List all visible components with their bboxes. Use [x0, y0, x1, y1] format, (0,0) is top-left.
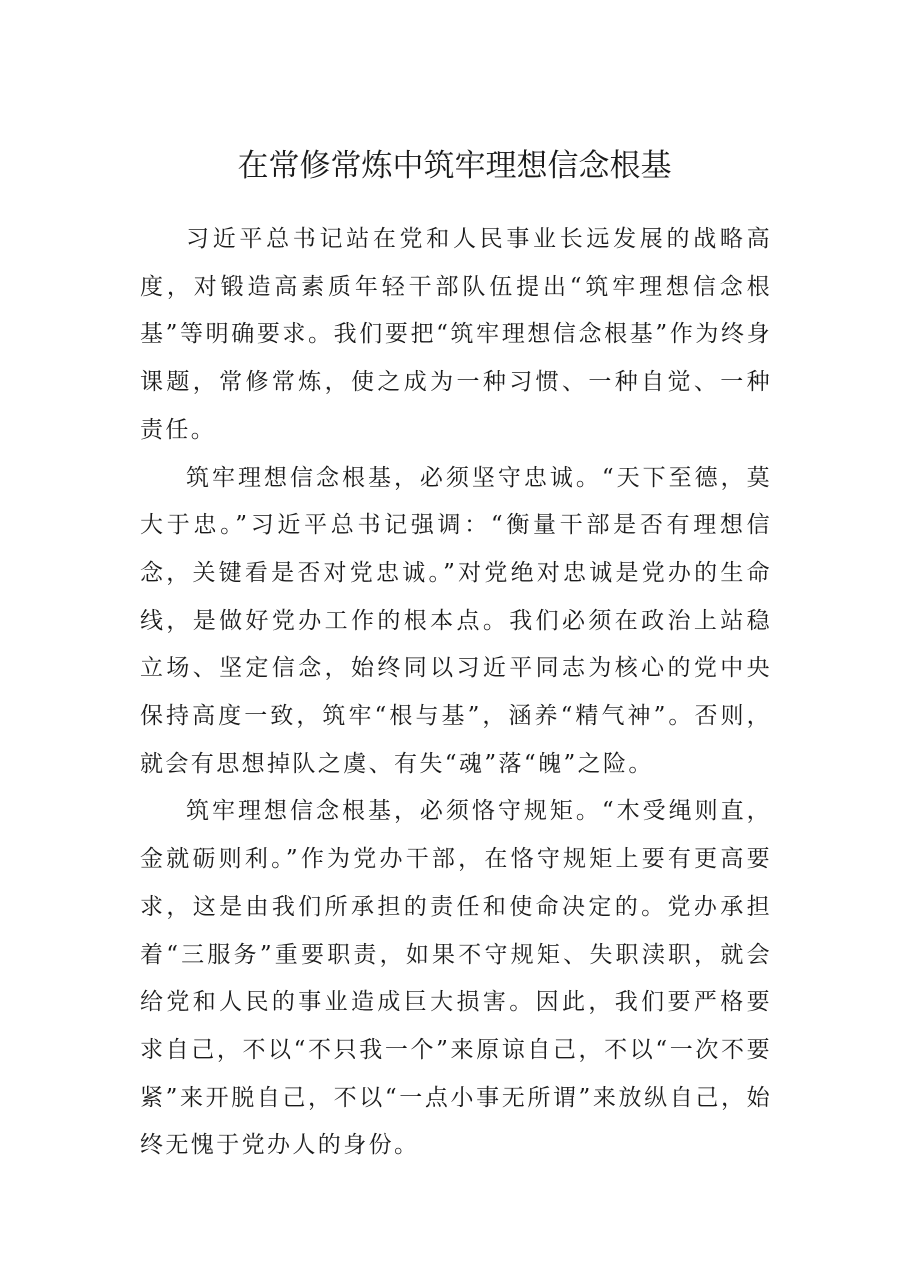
paragraph-1: 习近平总书记站在党和人民事业长远发展的战略高度，对锻造高素质年轻干部队伍提出“筑牢理想信念根基”等明确要求。我们要把“筑牢理想信念根基”作为终身课题，常修常炼，使之成为一种习惯、一种自觉、一种责任。 — [140, 226, 772, 443]
document-title: 在常修常炼中筑牢理想信念根基 — [237, 148, 672, 184]
paragraph-2: 筑牢理想信念根基，必须坚守忠诚。“天下至德，莫大于忠。”习近平总书记强调：“衡量干部是否有理想信念，关键看是否对党忠诚。”对党绝对忠诚是党办的生命线，是做好党办工作的根本点。我们必须在政治上站稳立场、坚定信念，始终同以习近平同志为核心的党中央保持高度一致，筑牢“根与基”，涵养“精气神”。否则，就会有思想掉队之虞、有失“魂”落“魄”之险。 — [140, 464, 772, 777]
paragraph-3: 筑牢理想信念根基，必须恪守规矩。“木受绳则直，金就砺则利。”作为党办干部，在恪守规矩上要有更高要求，这是由我们所承担的责任和使命决定的。党办承担着“三服务”重要职责，如果不守规矩、失职渎职，就会给党和人民的事业造成巨大损害。因此，我们要严格要求自己，不以“不只我一个”来原谅自己，不以“一次不要紧”来开脱自己，不以“一点小事无所谓”来放纵自己，始终无愧于党办人的身份。 — [140, 798, 772, 1159]
document-body — [140, 216, 772, 1170]
